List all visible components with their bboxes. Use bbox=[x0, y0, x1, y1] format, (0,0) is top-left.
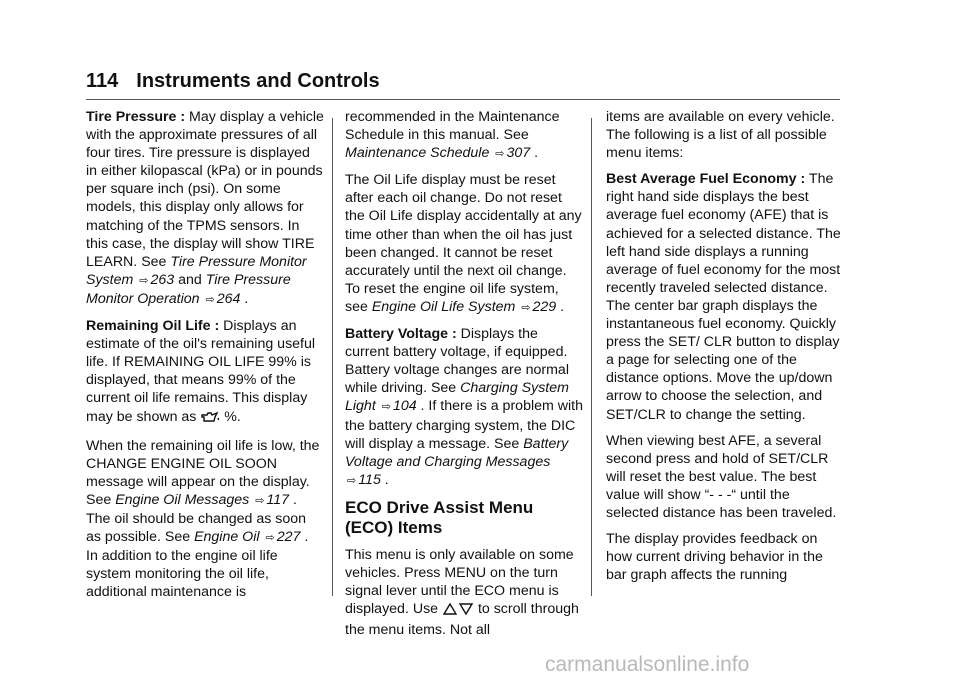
page-ref-arrow-icon: ⇨ bbox=[205, 293, 215, 306]
page-number: 114 bbox=[86, 70, 119, 92]
engine-oil-page[interactable]: 227 bbox=[276, 529, 301, 546]
battery-messages-page[interactable]: 115 bbox=[358, 471, 381, 488]
up-arrow-icon bbox=[442, 602, 458, 621]
oil-low-text: When the remaining oil life is low, the CHANGE ENGINE OIL SOON message will appear on the display. See bbox=[86, 437, 320, 508]
oil-reset-text: The Oil Life display must be reset after each oil change. Do not reset the Oil Life display accidentally at any time other than when the oil has just been changed. It cannot be reset accurately until the next oil change. To reset the engine oil life system, see bbox=[345, 172, 582, 315]
eco-heading: ECO Drive Assist Menu (ECO) Items bbox=[345, 497, 534, 537]
battery-voltage-paragraph: Battery Voltage : Displays the current battery voltage, if equipped. Battery voltage changes are normal while driving. See Charging System Light ⇨ 104 . If there is a problem with the battery charging system, the DIC will display a message. See Battery Voltage and Charging Messages ⇨ 115 . bbox=[345, 326, 583, 488]
maintenance-text: recommended in the Maintenance Schedule in this manual. See bbox=[345, 109, 560, 144]
tpms-system-link[interactable]: Tire Pressure Monitor System bbox=[86, 253, 307, 288]
best-afe-paragraph bbox=[606, 170, 842, 423]
page-ref-arrow-icon: ⇨ bbox=[521, 301, 531, 314]
tpms-operation-page[interactable]: 264 bbox=[216, 290, 241, 307]
page-ref-arrow-icon: ⇨ bbox=[495, 148, 505, 161]
page-ref-arrow-icon: ⇨ bbox=[347, 474, 357, 487]
tpms-operation-link[interactable]: Tire Pressure Monitor Operation bbox=[86, 271, 291, 307]
items-paragraph: items are available on every vehicle. The following is a list of all possible menu items: bbox=[606, 109, 835, 162]
oil-life-text: Displays an estimate of the oil's remaining useful life. If REMAINING OIL LIFE 99% is displayed, that means 99% of the current oil life remains. This display may be shown as bbox=[86, 318, 316, 425]
tire-pressure-paragraph: Tire Pressure : May display a vehicle with the approximate pressures of all four tires. Tire pressure is displayed in either kilopascal (kPa) or in pounds per square inch (psi). On some models, this display only allows for matching of the TPMS sensors. In this case, the display will show TIRE LEARN. See Tire Pressure Monitor System ⇨ 263 and Tire Pressure Monitor Operation ⇨ 264 . bbox=[86, 109, 324, 307]
column-3 bbox=[606, 108, 842, 592]
column-1 bbox=[86, 108, 324, 609]
header-rule bbox=[86, 99, 840, 100]
feedback-paragraph: The display provides feedback on how current driving behavior in the bar graph affects the running bbox=[606, 531, 823, 584]
battery-mid-text: . If there is a problem with the battery charging system, the DIC will display a message. See bbox=[345, 398, 583, 452]
page-ref-arrow-icon: ⇨ bbox=[139, 274, 149, 287]
and-text: and bbox=[174, 271, 206, 288]
engine-oil-link[interactable]: Engine Oil bbox=[194, 529, 260, 546]
oil-reset-paragraph: The Oil Life display must be reset after each oil change. Do not reset the Oil Life display accidentally at any time other than when the oil has just been changed. It cannot be reset accurately until the next oil change. To reset the engine oil life system, see Engine Oil Life System ⇨ 229 . bbox=[345, 172, 582, 315]
page-ref-arrow-icon: ⇨ bbox=[381, 401, 391, 414]
eco-text-2: to scroll through the menu items. Not all bbox=[345, 601, 579, 639]
oil-low-paragraph bbox=[86, 437, 324, 602]
column-divider-1 bbox=[332, 118, 333, 596]
charging-system-light-link[interactable]: Charging System Light bbox=[345, 380, 569, 415]
best-afe-text: The right hand side displays the best average fuel economy (AFE) that is achieved for a selected distance. The left hand side displays a running average of fuel economy for the most recently traveled selected distance. The center bar graph displays the instantaneous fuel economy. Quickly press the SET/ CLR button to display a page for selecting one of the distance options. Move the up/down arrow to choose the selection, and SET/CLR to change the setting. bbox=[606, 171, 841, 423]
eco-text: This menu is only available on some vehicles. Press MENU on the turn signal lever until the ECO menu is displayed. Use bbox=[345, 546, 574, 618]
page-header bbox=[86, 70, 380, 93]
maintenance-schedule-page[interactable]: 307 bbox=[506, 145, 531, 162]
engine-oil-messages-page[interactable]: 117 bbox=[266, 491, 290, 508]
tpms-system-page[interactable]: 263 bbox=[150, 271, 175, 288]
maintenance-schedule-link[interactable]: Maintenance Schedule bbox=[345, 145, 490, 162]
tire-pressure-label: Tire Pressure : bbox=[86, 109, 186, 125]
oil-life-label: Remaining Oil Life : bbox=[86, 318, 220, 335]
page-title: Instruments and Controls bbox=[136, 70, 380, 92]
page-ref-arrow-icon: ⇨ bbox=[255, 494, 265, 507]
oil-life-suffix: %. bbox=[220, 408, 241, 425]
oil-can-icon bbox=[200, 410, 220, 429]
tire-pressure-text: May display a vehicle with the approximate pressures of all four tires. Tire pressure is displayed in either kilopascal (kPa) or in pounds per square inch (psi). On some models, this display only allows for matching of the TPMS sensors. In this case, the display will show TIRE LEARN. See bbox=[86, 109, 324, 270]
battery-messages-link[interactable]: Battery Voltage and Charging Messages bbox=[345, 435, 569, 470]
oil-life-paragraph bbox=[86, 317, 324, 429]
maintenance-paragraph: recommended in the Maintenance Schedule in this manual. See Maintenance Schedule ⇨ 307 . bbox=[345, 109, 560, 162]
oil-low-mid-text: . The oil should be changed as soon as possible. See bbox=[86, 491, 307, 546]
page-ref-arrow-icon: ⇨ bbox=[265, 532, 275, 545]
engine-oil-messages-link[interactable]: Engine Oil Messages bbox=[115, 491, 250, 508]
battery-voltage-text: Displays the current battery voltage, if equipped. Battery voltage changes are normal while driving. See bbox=[345, 326, 569, 397]
best-afe-label: Best Average Fuel Economy : bbox=[606, 171, 806, 188]
charging-system-light-page[interactable]: 104 bbox=[392, 398, 417, 415]
engine-oil-life-system-page[interactable]: 229 bbox=[532, 298, 557, 315]
engine-oil-life-system-link[interactable]: Engine Oil Life System bbox=[371, 298, 516, 315]
battery-voltage-label: Battery Voltage : bbox=[345, 326, 457, 343]
watermark: carmanualsonline.info bbox=[545, 653, 750, 676]
afe-reset-paragraph: When viewing best AFE, a several second press and hold of SET/CLR will reset the best value. The best value will show “- - -“ until the selected distance has been traveled. bbox=[606, 432, 837, 521]
column-divider-2 bbox=[591, 118, 592, 596]
down-arrow-icon bbox=[458, 602, 474, 621]
eco-paragraph bbox=[345, 546, 583, 639]
oil-low-end-text: . In addition to the engine oil life system monitoring the oil life, additional maintenance is bbox=[86, 529, 309, 601]
column-2 bbox=[345, 108, 583, 647]
